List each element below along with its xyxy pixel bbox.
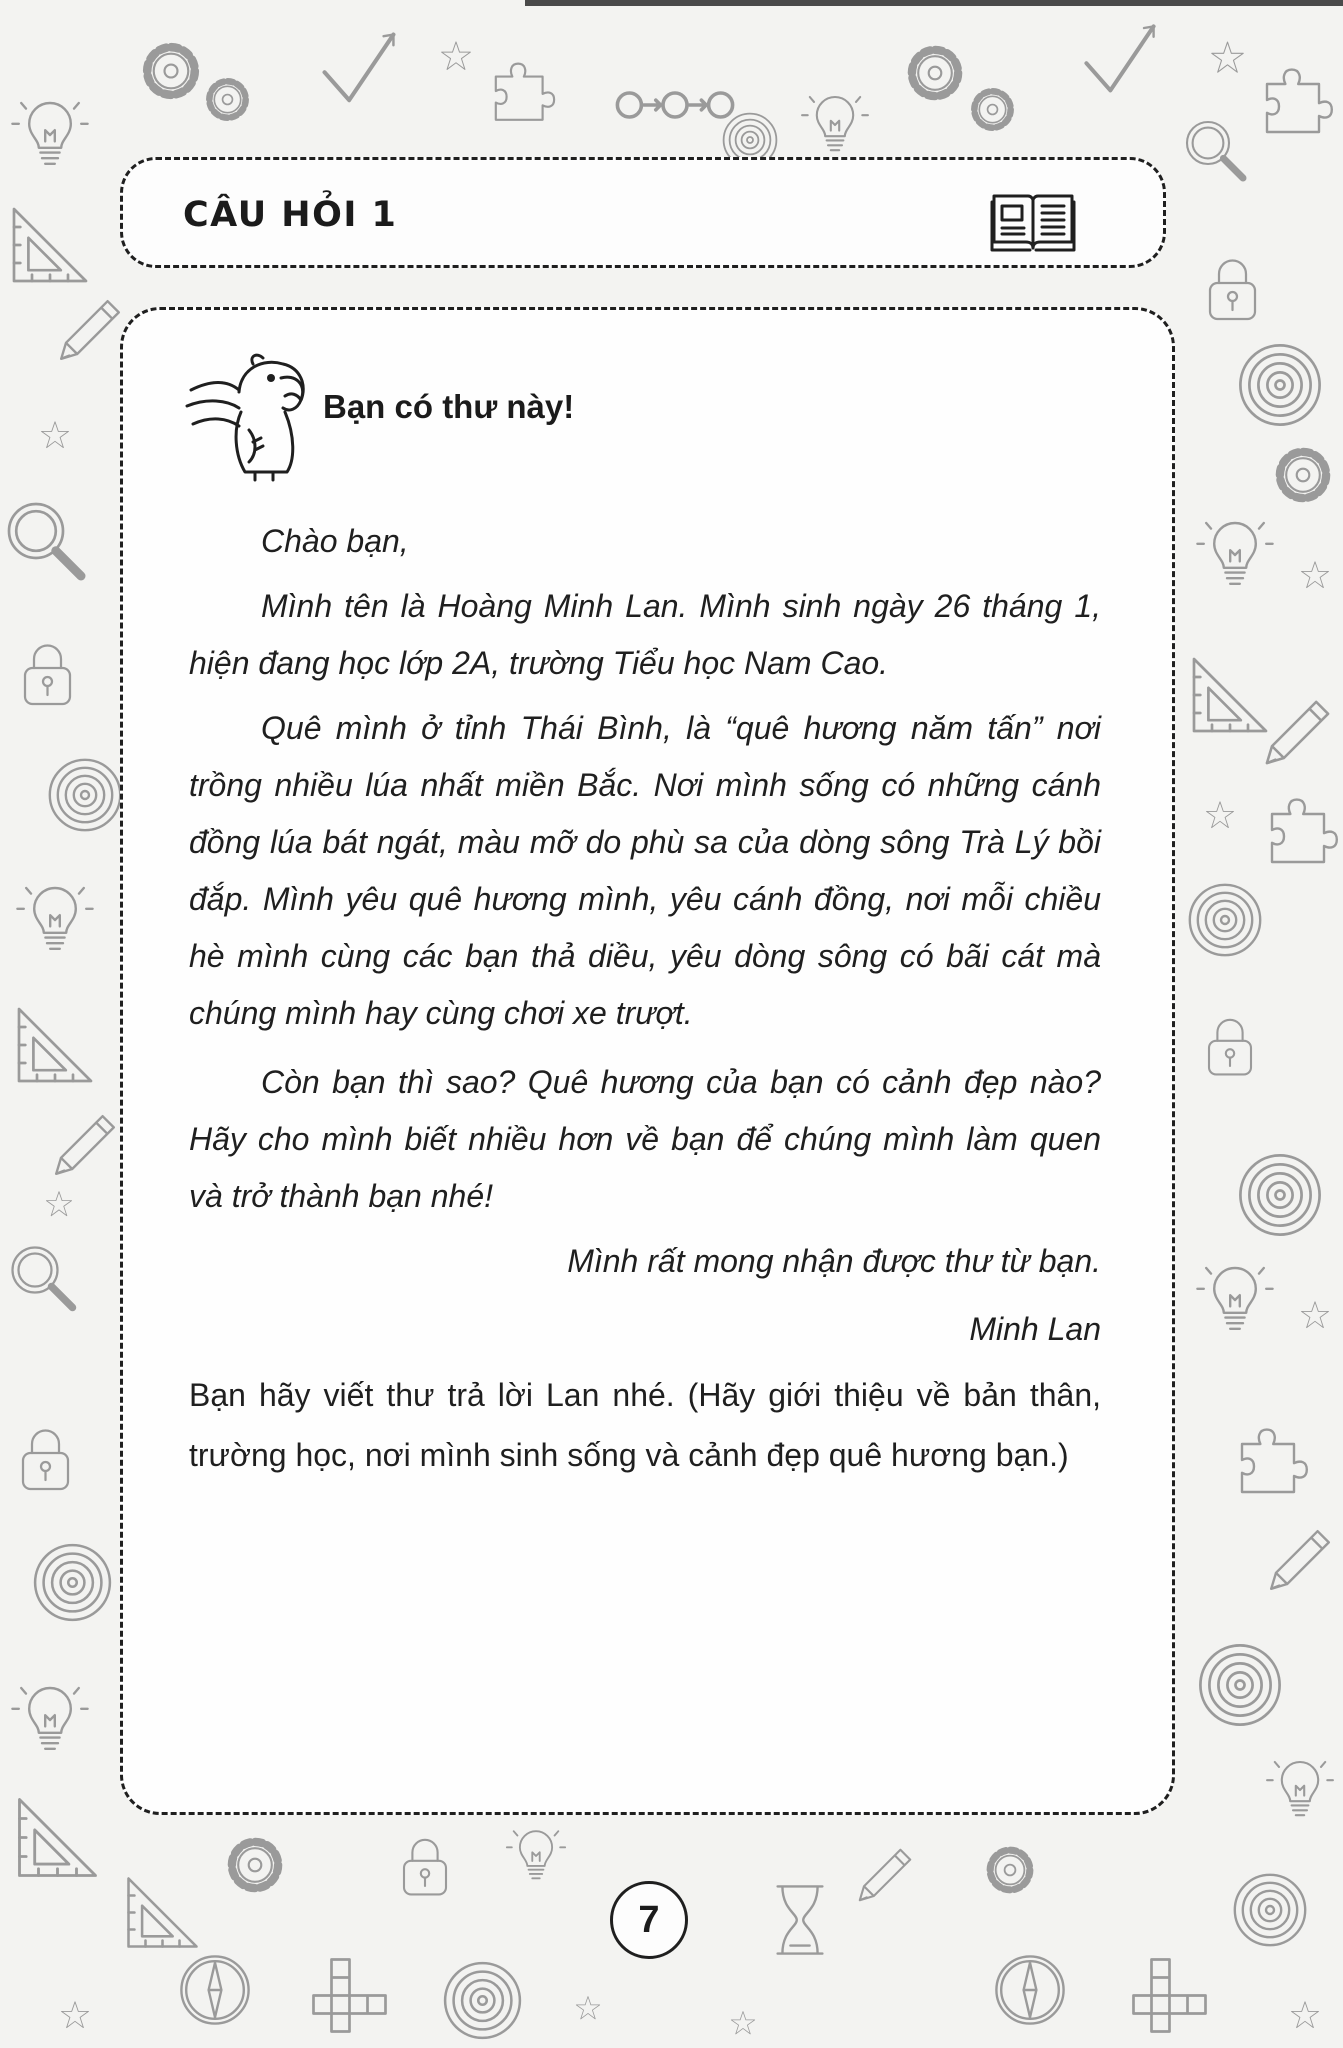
- writing-task-instruction: Bạn hãy viết thư trả lời Lan nhé. (Hãy giới thiệu về bản thân, trường học, nơi mình sinh sống và cảnh đẹp quê hương bạn.): [189, 1377, 1101, 1473]
- parrot-icon: [183, 350, 313, 485]
- lightbulb-doodle: [1197, 523, 1272, 584]
- target-doodle: [1190, 885, 1260, 955]
- padlock-doodle: [23, 1431, 68, 1490]
- padlock-doodle: [25, 646, 70, 705]
- check-mark-doodle: [1086, 26, 1153, 90]
- check-mark-doodle: [325, 35, 394, 101]
- star-doodle: [62, 2002, 89, 2028]
- magnifier-doodle: [1187, 122, 1243, 178]
- gear-doodle: [1280, 452, 1326, 498]
- lightbulb-doodle: [12, 1688, 87, 1749]
- letter-paragraph: Mình tên là Hoàng Minh Lan. Mình sinh ngày 26 tháng 1, hiện đang học lớp 2A, trường Tiểu học Nam Cao.: [189, 588, 1101, 681]
- letter-intro: Bạn có thư này!: [323, 388, 575, 425]
- star-doodle: [1207, 802, 1234, 828]
- gear-doodle: [232, 1842, 278, 1888]
- target-doodle: [1240, 1155, 1319, 1234]
- letter-paragraph: Quê mình ở tỉnh Thái Bình, là “quê hương năm tấn” nơi trồng nhiều lúa nhất miền Bắc. Nơi mình sống có những cánh đồng lúa bát ngát, màu mỡ do phù sa của dòng sông Trà Lý bồi đắp. Mình yêu quê hương mình, yêu cánh đồng, nơi mỗi chiều hè mình cùng các bạn thả diều, yêu dòng sông có bãi cát mà chúng mình hay cùng chơi xe trượt.: [189, 710, 1101, 1031]
- lightbulb-doodle: [1267, 1762, 1333, 1815]
- pencil-doodle: [61, 301, 119, 359]
- pencil-doodle: [1271, 1531, 1329, 1589]
- page-number: 7: [610, 1881, 688, 1959]
- letter-signature: Minh Lan: [969, 1311, 1101, 1347]
- open-book-icon: [990, 180, 1076, 256]
- compass-doodle: [996, 1956, 1063, 2023]
- triangle-ruler-doodle: [20, 1800, 96, 1876]
- lightbulb-doodle: [802, 97, 868, 150]
- magnifier-doodle: [9, 504, 81, 576]
- target-doodle: [50, 760, 120, 830]
- padlock-doodle: [1209, 1020, 1251, 1075]
- target-doodle: [1235, 1875, 1305, 1945]
- star-doodle: [42, 422, 69, 448]
- target-doodle: [1200, 1645, 1279, 1724]
- pencil-doodle: [1267, 702, 1328, 763]
- crossword-grid-doodle: [314, 1960, 386, 2032]
- triangle-ruler-doodle: [14, 209, 86, 281]
- compass-doodle: [181, 1956, 248, 2023]
- lightbulb-doodle: [17, 888, 92, 949]
- star-doodle: [1302, 1302, 1329, 1328]
- star-doodle: [1302, 562, 1329, 588]
- lightbulb-doodle: [507, 1831, 565, 1878]
- gear-doodle: [912, 50, 958, 96]
- hourglass-doodle: [778, 1886, 823, 1953]
- target-doodle: [1240, 345, 1319, 424]
- crossword-grid-doodle: [1134, 1960, 1206, 2032]
- padlock-doodle: [404, 1840, 446, 1895]
- star-doodle: [731, 2012, 754, 2034]
- letter-paragraph: Còn bạn thì sao? Quê hương của bạn có cảnh đẹp nào? Hãy cho mình biết nhiều hơn về bạn để chúng mình làm quen và trở thành bạn nhé!: [189, 1064, 1101, 1214]
- letter-body: [189, 513, 1101, 1358]
- puzzle-piece-doodle: [496, 64, 554, 120]
- target-doodle: [445, 1963, 520, 2038]
- page-content: [189, 513, 1101, 1485]
- star-doodle: [46, 1192, 71, 1216]
- gear-doodle: [990, 1850, 1030, 1890]
- triangle-ruler-doodle: [19, 1009, 91, 1081]
- star-doodle: [1212, 42, 1244, 72]
- pencil-doodle: [56, 1116, 114, 1174]
- gear-doodle: [147, 47, 195, 95]
- letter-closing: Mình rất mong nhận được thư từ bạn.: [567, 1243, 1101, 1279]
- question-title: CÂU HỎI 1: [183, 195, 398, 235]
- magnifier-doodle: [13, 1248, 73, 1308]
- lightbulb-doodle: [12, 103, 87, 164]
- star-doodle: [442, 42, 471, 70]
- puzzle-piece-doodle: [1267, 70, 1332, 132]
- gear-doodle: [974, 91, 1010, 127]
- scan-edge: [525, 0, 1343, 6]
- pencil-doodle: [860, 1850, 910, 1900]
- letter-greeting: Chào bạn,: [261, 523, 409, 559]
- lightbulb-doodle: [1197, 1268, 1272, 1329]
- star-doodle: [1292, 2002, 1319, 2028]
- star-doodle: [576, 1997, 599, 2019]
- numbered-steps-doodle: [617, 93, 732, 117]
- gear-doodle: [209, 81, 245, 117]
- puzzle-piece-doodle: [1242, 1430, 1307, 1492]
- triangle-ruler-doodle: [1194, 659, 1266, 731]
- puzzle-piece-doodle: [1272, 800, 1337, 862]
- target-doodle: [35, 1545, 110, 1620]
- triangle-ruler-doodle: [129, 1879, 197, 1947]
- padlock-doodle: [1210, 261, 1255, 320]
